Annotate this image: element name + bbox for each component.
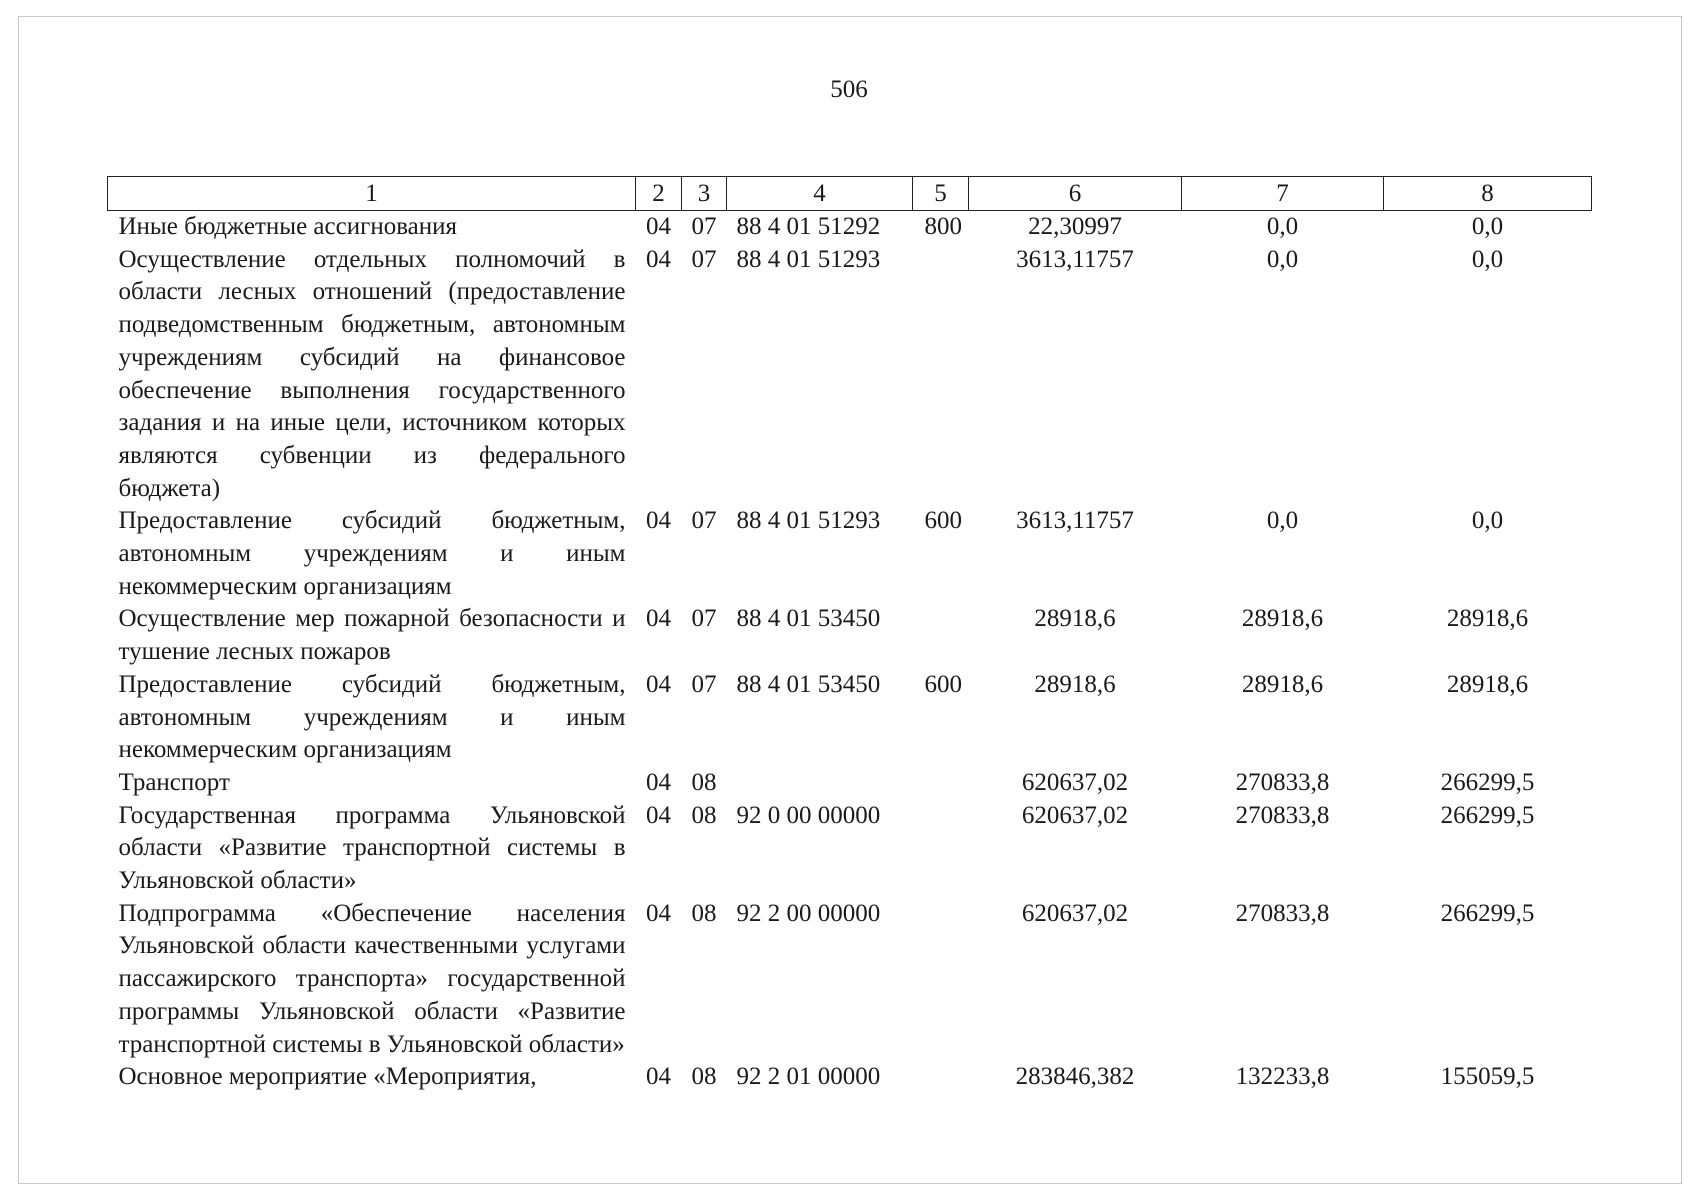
subsection-code: 08	[691, 899, 717, 927]
table-row	[108, 800, 1592, 898]
expense-type-code	[913, 603, 969, 668]
page-number: 506	[830, 76, 868, 103]
amount-col6: 22,30997	[1028, 213, 1122, 240]
amount-col7: 132233,8	[1235, 1063, 1330, 1091]
target-article-code	[727, 767, 913, 800]
table-row	[108, 1061, 1592, 1094]
amount-col8: 155059,5	[1440, 1063, 1535, 1091]
column-header: 2	[636, 177, 682, 211]
amount-col6: 620637,02	[1021, 899, 1129, 927]
expense-type-code	[913, 800, 969, 898]
amount-col7: 0,0	[1266, 507, 1299, 535]
expense-type-code: 600	[924, 670, 962, 698]
section-code: 04	[646, 1063, 671, 1091]
table-row	[108, 603, 1592, 668]
section-code: 04	[646, 768, 671, 796]
subsection-code: 07	[691, 605, 717, 633]
amount-col6: 283846,382	[1015, 1063, 1135, 1091]
subsection-code: 07	[691, 245, 717, 273]
expense-type-code: 800	[924, 213, 962, 240]
amount-col6: 620637,02	[1021, 801, 1129, 829]
column-header: 3	[682, 177, 727, 211]
section-code: 04	[646, 801, 671, 829]
section-code: 04	[646, 507, 671, 535]
amount-col6: 28918,6	[1034, 605, 1116, 633]
section-code: 04	[646, 605, 671, 633]
subsection-code: 08	[691, 768, 717, 796]
expense-type-code	[913, 767, 969, 800]
amount-col7: 270833,8	[1235, 768, 1330, 796]
amount-col8: 0,0	[1471, 245, 1504, 273]
amount-col8: 266299,5	[1440, 768, 1535, 796]
row-name: Иные бюджетные ассигнования	[118, 213, 458, 240]
table-header-row	[108, 177, 1592, 211]
amount-col7: 270833,8	[1235, 899, 1330, 927]
row-name: Предоставление субсидий бюджетным, автономным учреждениям и иным некоммерческим организациям	[118, 670, 626, 764]
subsection-code: 08	[691, 801, 717, 829]
amount-col6: 3613,11757	[1016, 245, 1134, 273]
row-name: Осуществление отдельных полномочий в области лесных отношений (предоставление подведомственным бюджетным, автономным учреждениям субсидий на финансовое обеспечение выполнения государственного задания и на иные цели, источником которых являются субвенции из федерального бюджета)	[118, 245, 626, 502]
amount-col8: 0,0	[1471, 507, 1504, 535]
table-row	[108, 669, 1592, 767]
budget-table	[107, 176, 1592, 1094]
target-article-code: 92 0 00 00000	[736, 801, 881, 829]
target-article-code: 88 4 01 51293	[736, 507, 881, 535]
table-row	[108, 244, 1592, 506]
section-code: 04	[646, 245, 671, 273]
subsection-code: 08	[691, 1063, 717, 1091]
amount-col7: 270833,8	[1235, 801, 1330, 829]
amount-col8: 266299,5	[1440, 801, 1535, 829]
table-row	[108, 767, 1592, 800]
column-header: 1	[108, 177, 636, 211]
subsection-code: 07	[691, 507, 717, 535]
expense-type-code	[913, 244, 969, 506]
target-article-code: 92 2 00 00000	[736, 899, 881, 927]
amount-col6: 620637,02	[1021, 768, 1129, 796]
row-name: Предоставление субсидий бюджетным, автономным учреждениям и иным некоммерческим организациям	[118, 507, 626, 600]
expense-type-code: 600	[924, 507, 962, 535]
target-article-code: 88 4 01 53450	[736, 605, 881, 633]
amount-col8: 28918,6	[1446, 605, 1529, 633]
section-code: 04	[646, 213, 671, 240]
amount-col6: 28918,6	[1034, 670, 1116, 698]
column-header: 8	[1384, 177, 1592, 211]
amount-col8: 28918,6	[1446, 670, 1529, 698]
target-article-code: 88 4 01 51293	[736, 245, 881, 273]
row-name: Транспорт	[118, 768, 230, 796]
section-code: 04	[646, 899, 671, 927]
table-row	[108, 505, 1592, 603]
amount-col7: 28918,6	[1241, 605, 1324, 633]
expense-type-code	[913, 1061, 969, 1094]
target-article-code: 88 4 01 53450	[736, 670, 881, 698]
column-header: 5	[913, 177, 969, 211]
subsection-code: 07	[691, 213, 717, 240]
row-name: Государственная программа Ульяновской области «Развитие транспортной системы в Ульяновской области»	[118, 801, 626, 895]
amount-col8: 266299,5	[1440, 899, 1535, 927]
amount-col8: 0,0	[1471, 213, 1504, 240]
row-name: Основное мероприятие «Мероприятия,	[118, 1063, 537, 1091]
expense-type-code	[913, 898, 969, 1062]
table-row	[108, 211, 1592, 244]
amount-col7: 28918,6	[1241, 670, 1324, 698]
row-name: Осуществление мер пожарной безопасности и тушение лесных пожаров	[118, 605, 626, 666]
amount-col7: 0,0	[1266, 245, 1299, 273]
column-header: 6	[969, 177, 1182, 211]
amount-col7: 0,0	[1266, 213, 1299, 240]
target-article-code: 92 2 01 00000	[736, 1063, 881, 1091]
column-header: 7	[1182, 177, 1384, 211]
target-article-code: 88 4 01 51292	[736, 213, 881, 240]
section-code: 04	[646, 670, 671, 698]
table-row	[108, 898, 1592, 1062]
row-name: Подпрограмма «Обеспечение населения Ульяновской области качественными услугами пассажирского транспорта» государственной программы Ульяновской области «Развитие транспортной системы в Ульяновской области»	[118, 899, 626, 1058]
amount-col6: 3613,11757	[1016, 507, 1134, 535]
column-header: 4	[727, 177, 913, 211]
subsection-code: 07	[691, 670, 717, 698]
